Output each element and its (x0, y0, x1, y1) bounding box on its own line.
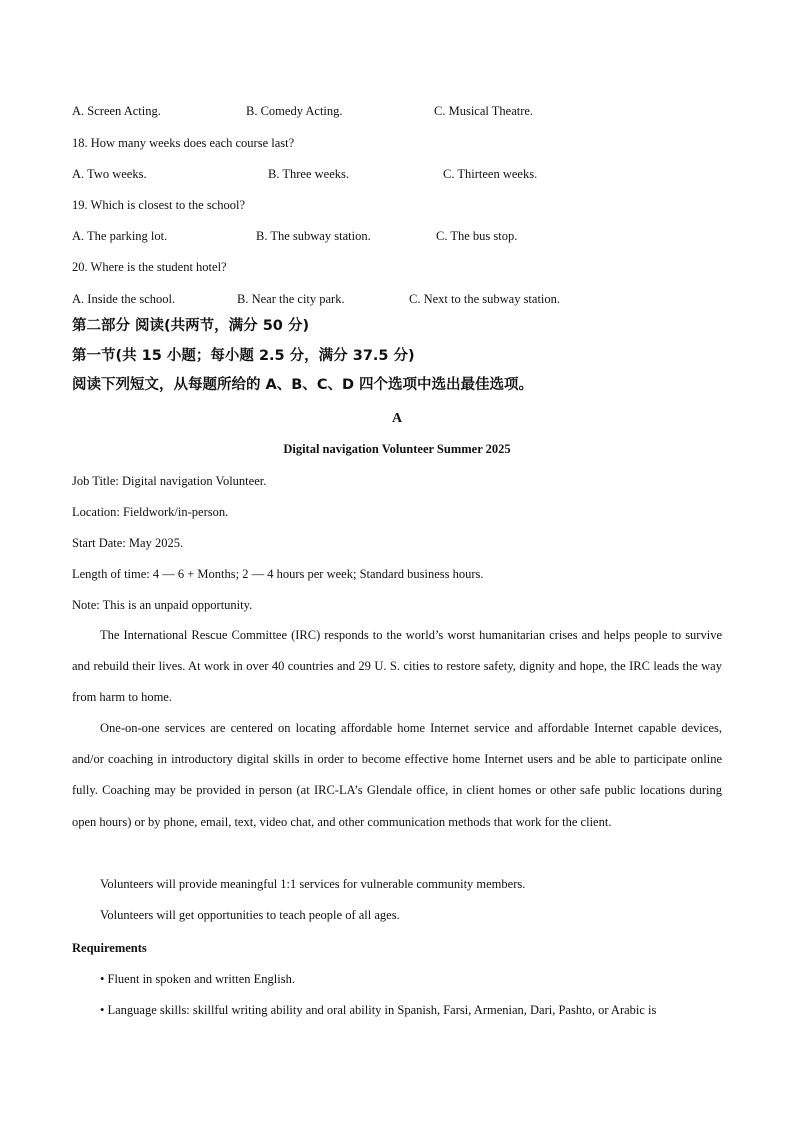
requirements-heading: Requirements (72, 941, 147, 955)
paragraph-volunteers-services: Volunteers will provide meaningful 1:1 services for vulnerable community members. (100, 877, 526, 891)
paragraph-volunteers-teach: Volunteers will get opportunities to teach people of all ages. (100, 908, 400, 922)
requirement-language-skills: • Language skills: skillful writing ability and oral ability in Spanish, Farsi, Armenian, Dari, Pashto, or Arabic is (100, 1003, 657, 1017)
info-job-title: Job Title: Digital navigation Volunteer. (72, 474, 267, 488)
q20-option-a: A. Inside the school. (72, 292, 176, 306)
info-length-of-time: Length of time: 4 — 6 + Months; 2 — 4 hours per week; Standard business hours. (72, 567, 484, 581)
info-note: Note: This is an unpaid opportunity. (72, 598, 253, 612)
paragraph-irc-intro: The International Rescue Committee (IRC) responds to the world’s worst humanitarian crises and helps people to survive and rebuild their lives. At work in over 40 countries and 29 U. S. cities to restore safety, dignity and hope, the IRC leads the way from harm to home. (72, 628, 722, 705)
q18-option-a: A. Two weeks. (72, 167, 147, 181)
q19-stem: 19. Which is closest to the school? (72, 198, 246, 212)
q18-option-c: C. Thirteen weeks. (443, 167, 538, 181)
q20-stem: 20. Where is the student hotel? (72, 260, 227, 274)
q17-option-a: A. Screen Acting. (72, 104, 161, 118)
q19-option-a: A. The parking lot. (72, 229, 168, 243)
q17-option-b: B. Comedy Acting. (246, 104, 343, 118)
requirement-english: • Fluent in spoken and written English. (100, 972, 295, 986)
q20-option-b: B. Near the city park. (237, 292, 345, 306)
q18-stem: 18. How many weeks does each course last? (72, 136, 295, 150)
section-part-heading: 第二部分 阅读(共两节，满分 50 分) (72, 318, 310, 334)
paragraph-services: One-on-one services are centered on locating affordable home Internet service and affordable Internet capable devices, and/or coaching in introductory digital skills in order to become effective home Internet users and be able to participate online fully. Coaching may be provided in person (at IRC-LA’s Glendale office, in client homes or other safe public locations during open hours) or by phone, email, text, video chat, and other communication methods that work for the client. (72, 721, 722, 829)
passage-letter: A (391, 411, 403, 426)
q19-option-b: B. The subway station. (256, 229, 371, 243)
q17-option-c: C. Musical Theatre. (434, 104, 534, 118)
q20-option-c: C. Next to the subway station. (409, 292, 561, 306)
passage-title: Digital navigation Volunteer Summer 2025 (283, 442, 511, 456)
info-location: Location: Fieldwork/in-person. (72, 505, 229, 519)
q18-option-b: B. Three weeks. (268, 167, 349, 181)
section-instruction: 阅读下列短文，从每题所给的 A、B、C、D 四个选项中选出最佳选项。 (72, 377, 534, 393)
info-start-date: Start Date: May 2025. (72, 536, 184, 550)
section-subsection-heading: 第一节(共 15 小题；每小题 2.5 分，满分 37.5 分) (72, 348, 415, 364)
q19-option-c: C. The bus stop. (436, 229, 518, 243)
